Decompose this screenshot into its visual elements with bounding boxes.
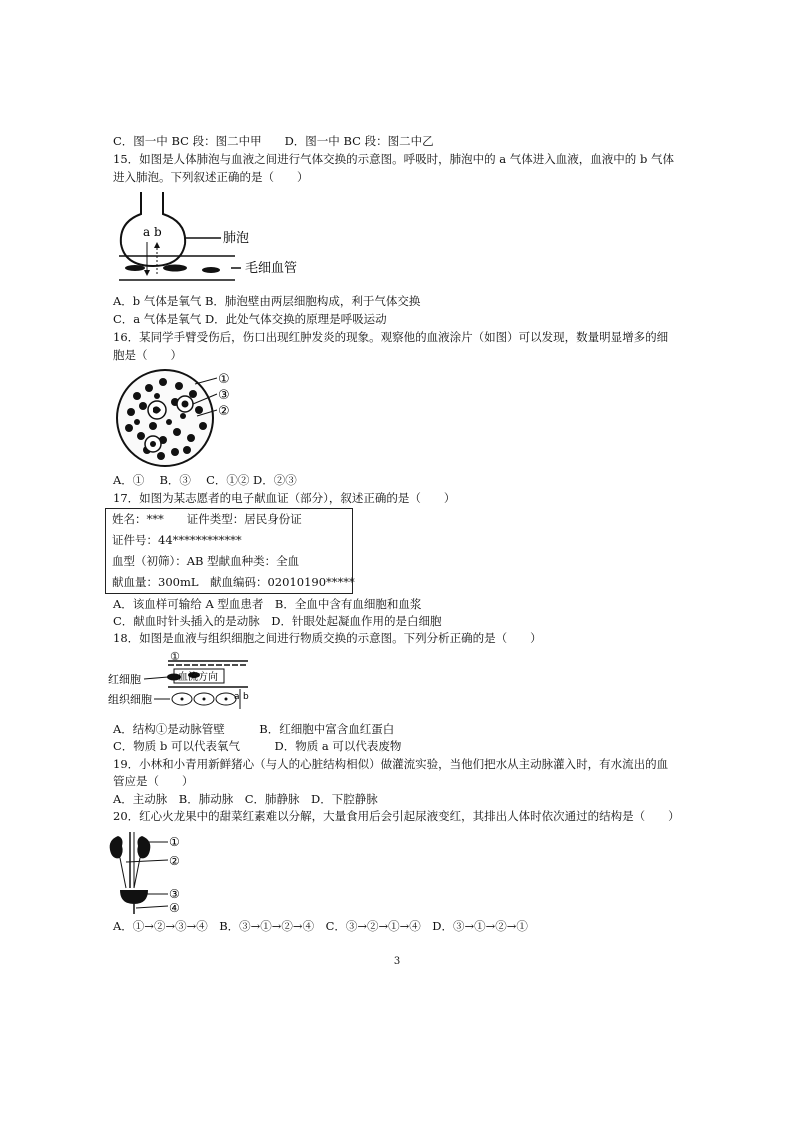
urinary-label-4: ④: [169, 901, 180, 915]
alveolus-figure: [113, 190, 298, 285]
q18-options-cd: C．物质 b 可以代表氧气 D．物质 a 可以代表废物: [113, 739, 402, 753]
flow-label: 血流方向: [178, 672, 218, 683]
urinary-label-3: ③: [169, 887, 180, 901]
page-number: 3: [393, 956, 401, 967]
q17-options-ab: A．该血样可输给 A 型血患者 B．全血中含有血细胞和血浆: [113, 597, 422, 611]
q19-options: A．主动脉 B．肺动脉 C．肺静脉 D．下腔静脉: [113, 792, 378, 806]
q17-options-cd: C．献血时针头插入的是动脉 D．针眼处起凝血作用的是白细胞: [113, 614, 442, 628]
q16-stem-line1: 16．某同学手臂受伤后，伤口出现红肿发炎的现象。观察他的血液涂片（如图）可以发现，数量明显增多的细: [113, 330, 669, 344]
blood-donation-card: [105, 508, 353, 594]
substance-b: b: [243, 692, 249, 702]
q18-stem: 18．如图是血液与组织细胞之间进行物质交换的示意图。下列分析正确的是（ ）: [113, 631, 542, 645]
card-row-name: 姓名：*** 证件类型：居民身份证: [112, 512, 302, 526]
q17-stem: 17．如图为某志愿者的电子献血证（部分），叙述正确的是（ ）: [113, 491, 456, 505]
q19-stem-line1: 19．小林和小青用新鲜猪心（与人的心脏结构相似）做灌流实验，当他们把水从主动脉灌入时，有水流出的血: [113, 757, 669, 771]
q15-options-cd: C．a 气体是氧气 D．此处气体交换的原理是呼吸运动: [113, 312, 387, 326]
urinary-system-figure: [106, 828, 196, 916]
tissue-label: 组织细胞: [108, 693, 152, 706]
blood-smear-figure: [113, 366, 243, 470]
q16-stem-line2: 胞是（ ）: [113, 348, 182, 362]
card-row-volume: 献血量：300mL 献血编码：02010190*****: [112, 575, 355, 589]
smear-label-3: ③: [218, 388, 230, 403]
q20-stem: 20．红心火龙果中的甜菜红素难以分解，大量食用后会引起尿液变红，其排出人体时依次通过的结构是（ ）: [113, 809, 680, 823]
tissue-exchange-figure: [108, 649, 253, 715]
gas-ab-label: a b: [143, 225, 162, 239]
urinary-label-2: ②: [169, 854, 180, 868]
smear-label-1: ①: [218, 372, 230, 387]
q15-stem-line2: 进入肺泡。下列叙述正确的是（ ）: [113, 170, 309, 184]
card-row-bloodtype: 血型（初筛）：AB 型献血种类：全血: [112, 554, 300, 568]
q15-stem-line1: 15．如图是人体肺泡与血液之间进行气体交换的示意图。呼吸时，肺泡中的 a 气体进入血液，血液中的 b 气体: [113, 152, 674, 166]
smear-label-2: ②: [218, 404, 230, 419]
card-row-id: 证件号：44************: [112, 533, 242, 547]
substance-a: a: [234, 692, 240, 702]
rbc-label: 红细胞: [108, 673, 141, 686]
q15-options-ab: A．b 气体是氧气 B．肺泡壁由两层细胞构成，利于气体交换: [113, 294, 421, 308]
capillary-label: 毛细血管: [245, 261, 298, 276]
urinary-label-1: ①: [169, 835, 180, 849]
q16-options: A．① B．③ C．①② D．②③: [113, 473, 297, 487]
line-q14-cd: C．图一中 BC 段：图二中甲 D．图一中 BC 段：图二中乙: [113, 134, 434, 148]
q18-options-ab: A．结构①是动脉管壁 B．红细胞中富含血红蛋白: [113, 722, 395, 736]
exchange-label-1: ①: [170, 650, 180, 663]
q19-stem-line2: 管应是（ ）: [113, 774, 194, 788]
q20-options: A．①→②→③→④ B．③→①→②→④ C．③→②→①→④ D．③→①→②→①: [113, 919, 528, 933]
alveolus-label: 肺泡: [223, 231, 250, 246]
